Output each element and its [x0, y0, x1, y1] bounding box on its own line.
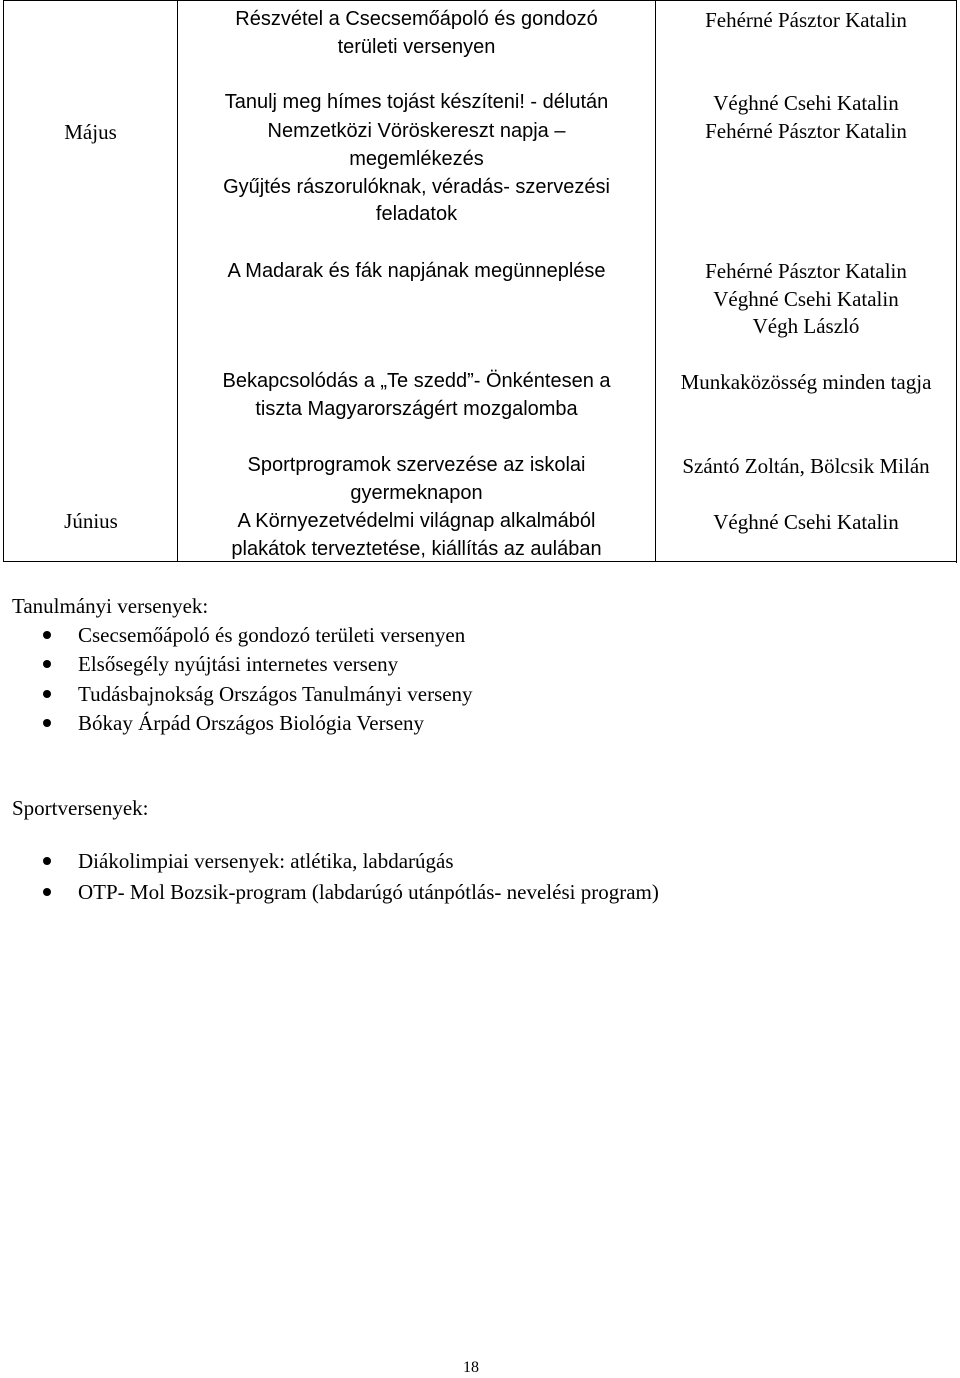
- study-competitions-heading: Tanulmányi versenyek:: [12, 594, 209, 618]
- person-name: Fehérné Pásztor Katalin: [705, 259, 907, 283]
- event-text: A Madarak és fák napjának megünneplése: [227, 260, 606, 282]
- event-text: megemlékezés: [349, 148, 484, 170]
- person-name: Fehérné Pásztor Katalin: [705, 119, 907, 143]
- list-item-text: OTP- Mol Bozsik-program (labdarúgó utánpótlás- nevelési program): [78, 880, 659, 904]
- persons-cell: [656, 1, 957, 562]
- list-item-text: Elsősegély nyújtási internetes verseny: [78, 652, 399, 676]
- bullet-icon: [43, 719, 51, 727]
- month-cell-may: [4, 1, 178, 562]
- event-text: plakátok terveztetése, kiállítás az aulában: [231, 538, 602, 560]
- event-text: Gyűjtés rászorulóknak, véradás- szervezési: [223, 176, 610, 198]
- person-name: Végh László: [752, 314, 860, 338]
- person-name: Véghné Csehi Katalin: [713, 91, 899, 115]
- table-row-may: [4, 1, 957, 562]
- bullet-icon: [43, 660, 51, 668]
- event-text: területi versenyen: [337, 36, 496, 58]
- event-text: Sportprogramok szervezése az iskolai: [247, 454, 586, 476]
- event-text: gyermeknapon: [350, 482, 483, 504]
- event-text: Bekapcsolódás a „Te szedd”- Önkéntesen a: [222, 370, 611, 392]
- bullet-icon: [43, 888, 51, 896]
- events-cell-may: [178, 1, 656, 562]
- page-number: 18: [463, 1359, 479, 1376]
- program-table: [3, 0, 957, 562]
- event-text: A Környezetvédelmi világnap alkalmából: [237, 510, 596, 532]
- list-item-text: Diákolimpiai versenyek: atlétika, labdarúgás: [78, 849, 454, 873]
- list-item-text: Csecsemőápoló és gondozó területi versenyen: [78, 623, 466, 647]
- person-name: Véghné Csehi Katalin: [713, 510, 899, 534]
- month-label-june: Június: [64, 509, 118, 533]
- event-text: Nemzetközi Vöröskereszt napja –: [267, 120, 566, 142]
- person-name: Fehérné Pásztor Katalin: [705, 8, 907, 32]
- list-item-text: Bókay Árpád Országos Biológia Verseny: [78, 711, 425, 735]
- person-name: Szántó Zoltán, Bölcsik Milán: [682, 454, 930, 478]
- bullet-icon: [43, 631, 51, 639]
- sport-competitions-heading: Sportversenyek:: [12, 796, 149, 820]
- list-item-text: Tudásbajnokság Országos Tanulmányi verseny: [78, 682, 473, 706]
- event-text: tiszta Magyarországért mozgalomba: [255, 398, 578, 420]
- bullet-icon: [43, 857, 51, 865]
- bullet-icon: [43, 690, 51, 698]
- person-name: Véghné Csehi Katalin: [713, 287, 899, 311]
- month-label-may: Május: [64, 120, 117, 144]
- event-text: Részvétel a Csecsemőápoló és gondozó: [235, 8, 598, 30]
- person-name: Munkaközösség minden tagja: [680, 370, 932, 394]
- event-text: Tanulj meg hímes tojást készíteni! - délután: [224, 91, 609, 113]
- event-text: feladatok: [375, 203, 458, 225]
